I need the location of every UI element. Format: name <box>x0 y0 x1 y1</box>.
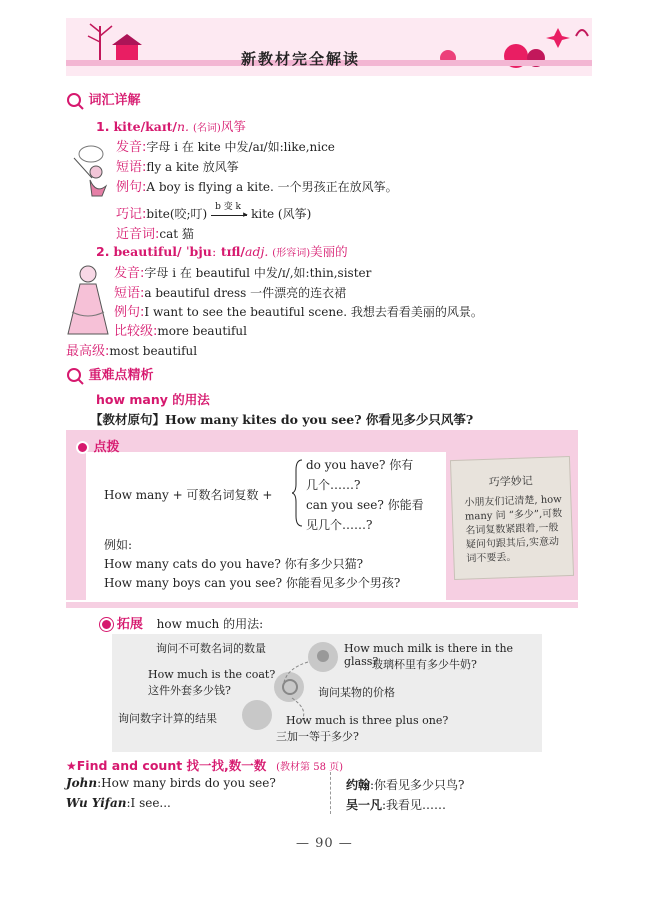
dialog-john-cn: 约翰:你看见多少只鸟? <box>346 778 465 792</box>
keypoints-section-heading <box>66 364 154 385</box>
beautiful-pronunciation: 发音:字母 i 在 beautiful 中发/ɪ/,如:thin,sister <box>114 266 372 281</box>
formula-r2a: can you see? 你能看 <box>306 498 424 512</box>
column-divider <box>330 772 331 814</box>
dialog-wu: Wu Yifan:I see... <box>66 796 171 810</box>
page-number: — 90 — <box>296 836 353 851</box>
expand-divider <box>66 602 578 608</box>
entry-pos-cn: (形容词) <box>272 248 311 259</box>
kite-phrase: 短语:fly a kite 放风筝 <box>116 160 239 175</box>
source-sentence: 【教材原句】How many kites do you see? 你看见多少只风筝? <box>90 412 474 427</box>
memo-text: 小朋友们记清楚, how many 问 “多少”,可数名词复数紧跟着,一般疑问句跟其后,实意动词不要丢。 <box>464 494 563 565</box>
magnifier-icon <box>66 367 84 385</box>
transform-arrow: b 变 k ▸ <box>211 209 251 221</box>
formula-brace <box>292 458 304 528</box>
kite-example: 例句:A boy is flying a kite. 一个男孩正在放风筝。 <box>116 180 398 195</box>
magnifier-icon <box>66 92 84 110</box>
coat-example-en: How much is the coat? <box>148 668 276 681</box>
formula-left: How many + 可数名词复数 + <box>104 488 273 502</box>
kite-memory-tip: 巧记:bite(咬;叮) b 变 k ▸ kite (风筝) <box>116 201 312 222</box>
kite-pronunciation: 发音:字母 i 在 kite 中发/aɪ/如:like,nice <box>116 140 335 155</box>
beautiful-phrase: 短语:a beautiful dress 一件漂亮的连衣裙 <box>114 286 347 301</box>
entry-pos: adj. <box>245 244 269 259</box>
example-1: How many cats do you have? 你有多少只猫? <box>104 557 364 571</box>
entry-number: 2. <box>96 244 110 259</box>
example-2: How many boys can you see? 你能看见多少个男孩? <box>104 576 401 590</box>
formula-r1a: do you have? 你有 <box>306 458 414 472</box>
activity-heading: ★Find and count 找一找,数一数 (教材第 58 页) <box>66 758 344 773</box>
coat-example-cn: 这件外套多少钱? <box>148 684 231 697</box>
formula-r1b: 几个……? <box>306 478 361 492</box>
example-label: 例如: <box>104 538 133 552</box>
beautiful-entry-head <box>96 242 348 260</box>
price-label: 询问某物的价格 <box>318 686 395 699</box>
kite-entry-head <box>96 117 246 135</box>
kite-similar-word: 近音词:cat 猫 <box>116 227 194 242</box>
beautiful-superlative: 最高级:most beautiful <box>66 344 198 359</box>
keypoint-topic: how many 的用法 <box>96 392 210 407</box>
vocab-section-title: 词汇详解 <box>88 93 141 108</box>
star-icon: ★ <box>66 759 77 773</box>
vocab-section-heading <box>66 89 141 110</box>
tip-heading: 点拨 <box>76 436 120 455</box>
bullet-icon <box>76 441 89 454</box>
memory-note <box>450 456 574 580</box>
entry-pos-cn: (名词) <box>193 123 221 134</box>
unc-noun-label: 询问不可数名词的数量 <box>156 642 266 655</box>
princess-illustration <box>62 262 114 342</box>
entry-word: beautiful/ ˈbjuː tɪfl/ <box>113 244 245 259</box>
calc-example-en: How much is three plus one? <box>286 714 449 727</box>
milk-example-cn: 玻璃杯里有多少牛奶? <box>372 658 477 671</box>
beautiful-comparative: 比较级:more beautiful <box>114 324 247 339</box>
header-title: 新教材完全解读 <box>241 50 361 68</box>
dialog-wu-cn: 吴一凡:我看见…… <box>346 798 447 812</box>
keypoints-section-title: 重难点精析 <box>88 368 154 383</box>
entry-number: 1. <box>96 119 110 134</box>
kite-girl-illustration <box>66 138 116 198</box>
entry-word: kite/kaɪt/ <box>113 119 177 134</box>
entry-meaning: 美丽的 <box>310 244 348 259</box>
dialog-john: John:How many birds do you see? <box>66 776 276 790</box>
formula-r2b: 见几个……? <box>306 518 373 532</box>
how-much-diagram <box>112 634 542 752</box>
milk-example-en: How much milk is there in the glass? <box>344 642 514 668</box>
calc-label: 询问数字计算的结果 <box>118 712 217 725</box>
entry-pos: n. <box>177 119 190 134</box>
beautiful-example: 例句:I want to see the beautiful scene. 我想去看看美丽的风景。 <box>114 305 483 320</box>
calc-example-cn: 三加一等于多少? <box>276 730 359 743</box>
bullet-icon <box>100 618 113 631</box>
memo-title: 巧学妙记 <box>488 474 533 489</box>
expand-heading: 拓展 how much 的用法: <box>100 613 263 632</box>
page-header <box>66 18 592 76</box>
entry-meaning: 风筝 <box>220 119 246 134</box>
